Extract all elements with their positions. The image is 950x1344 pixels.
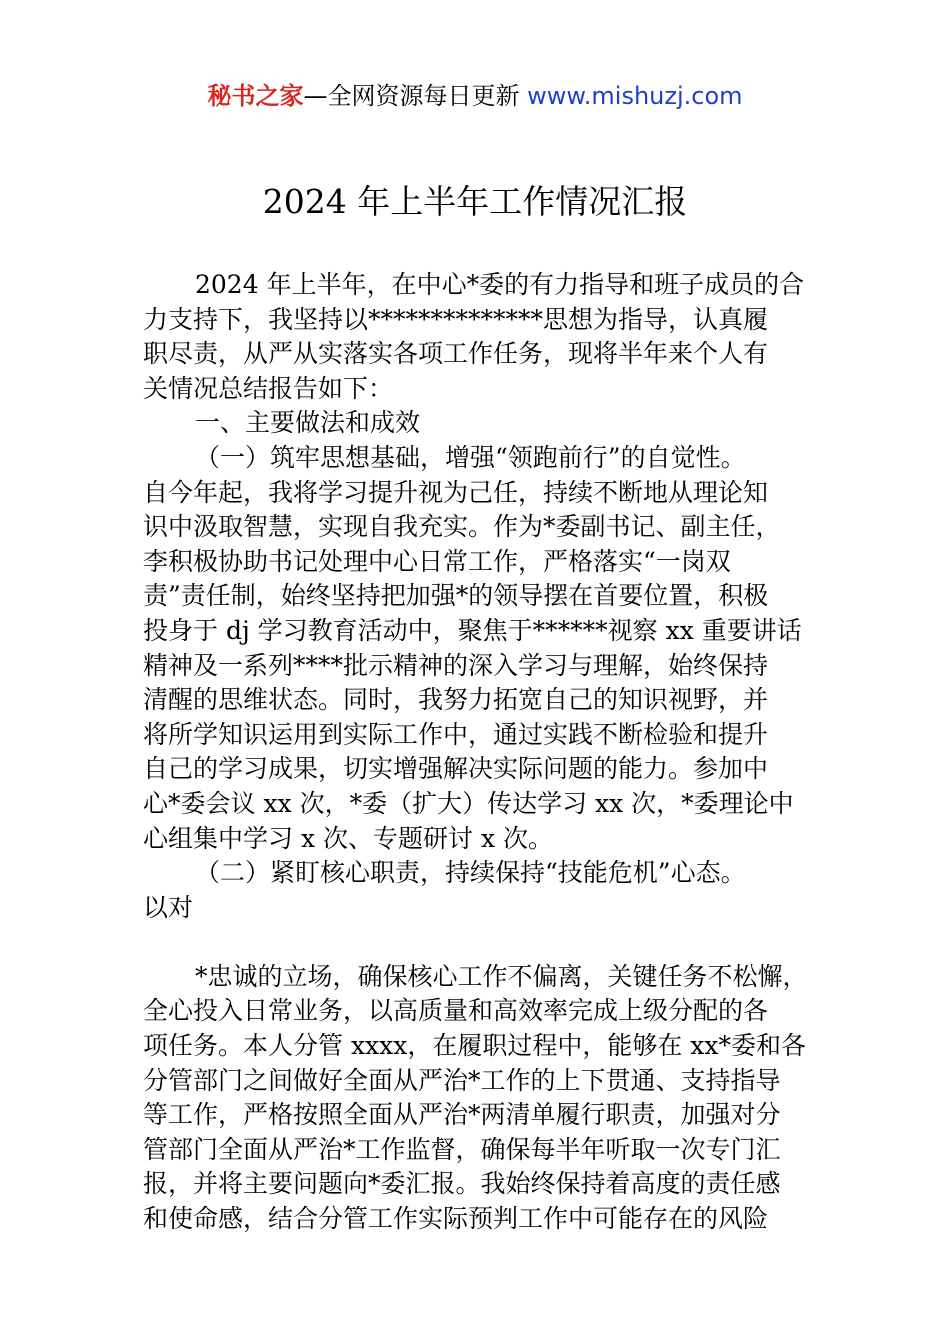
document-body: [143, 268, 811, 1237]
paragraph-line: 报，并将主要问题向*委汇报。我始终保持着高度的责任感: [143, 1169, 781, 1199]
site-brand: 秘书之家: [207, 82, 304, 110]
paragraph-line: 力支持下，我坚持以**************思想为指导，认真履: [143, 304, 769, 334]
subsection-heading: （二）紧盯核心职责，持续保持“技能危机”心态。: [195, 858, 746, 888]
section-heading: 一、主要做法和成效: [195, 408, 421, 438]
paragraph-line: 责”责任制，始终坚持把加强*的领导摆在首要位置，积极: [143, 581, 769, 611]
paragraph-line: *忠诚的立场，确保核心工作不偏离，关键任务不松懈，: [195, 961, 808, 991]
paragraph-line: 项任务。本人分管 xxxx，在履职过程中，能够在 xx*委和各: [143, 1031, 806, 1061]
document-title: 2024 年上半年工作情况汇报: [262, 182, 688, 221]
paragraph-line: 职尽责，从严从实落实各项工作任务，现将半年来个人有: [143, 339, 769, 369]
paragraph-line: 以对: [143, 892, 194, 922]
blank-line: [143, 925, 811, 960]
paragraph-line: 识中汲取智慧，实现自我充实。作为*委副书记、副主任，: [143, 512, 781, 542]
paragraph-line: 自己的学习成果，切实增强解决实际问题的能力。参加中: [143, 754, 769, 784]
paragraph-line: 和使命感，结合分管工作实际预判工作中可能存在的风险: [143, 1204, 769, 1234]
subsection-heading: （一）筑牢思想基础，增强“领跑前行”的自觉性。: [195, 442, 746, 472]
paragraph-line: 心组集中学习 x 次、专题研讨 x 次。: [143, 823, 553, 853]
paragraph-line: 清醒的思维状态。同时，我努力拓宽自己的知识视野，并: [143, 685, 769, 715]
site-slogan: —全网资源每日更新: [303, 82, 528, 110]
paragraph-line: 等工作，严格按照全面从严治*两清单履行职责，加强对分: [143, 1100, 781, 1130]
paragraph-line: 投身于 dj 学习教育活动中，聚焦于******视察 xx 重要讲话: [143, 615, 802, 645]
site-url-link[interactable]: www.mishuzj.com: [527, 82, 743, 110]
site-header: [0, 80, 950, 112]
paragraph-line: 心*委会议 xx 次，*委（扩大）传达学习 xx 次，*委理论中: [143, 788, 794, 818]
paragraph-line: 管部门全面从严治*工作监督，确保每半年听取一次专门汇: [143, 1134, 781, 1164]
paragraph-line: 2024 年上半年，在中心*委的有力指导和班子成员的合: [195, 270, 805, 299]
paragraph-line: 关情况总结报告如下：: [143, 373, 394, 403]
paragraph-line: 李积极协助书记处理中心日常工作，严格落实“一岗双: [143, 546, 731, 576]
paragraph-line: 分管部门之间做好全面从严治*工作的上下贯通、支持指导: [143, 1065, 781, 1095]
paragraph-line: 全心投入日常业务，以高质量和高效率完成上级分配的各: [143, 996, 769, 1026]
paragraph-line: 精神及一系列****批示精神的深入学习与理解，始终保持: [143, 650, 769, 680]
paragraph-line: 将所学知识运用到实际工作中，通过实践不断检验和提升: [143, 719, 769, 749]
paragraph-line: 自今年起，我将学习提升视为己任，持续不断地从理论知: [143, 477, 769, 507]
